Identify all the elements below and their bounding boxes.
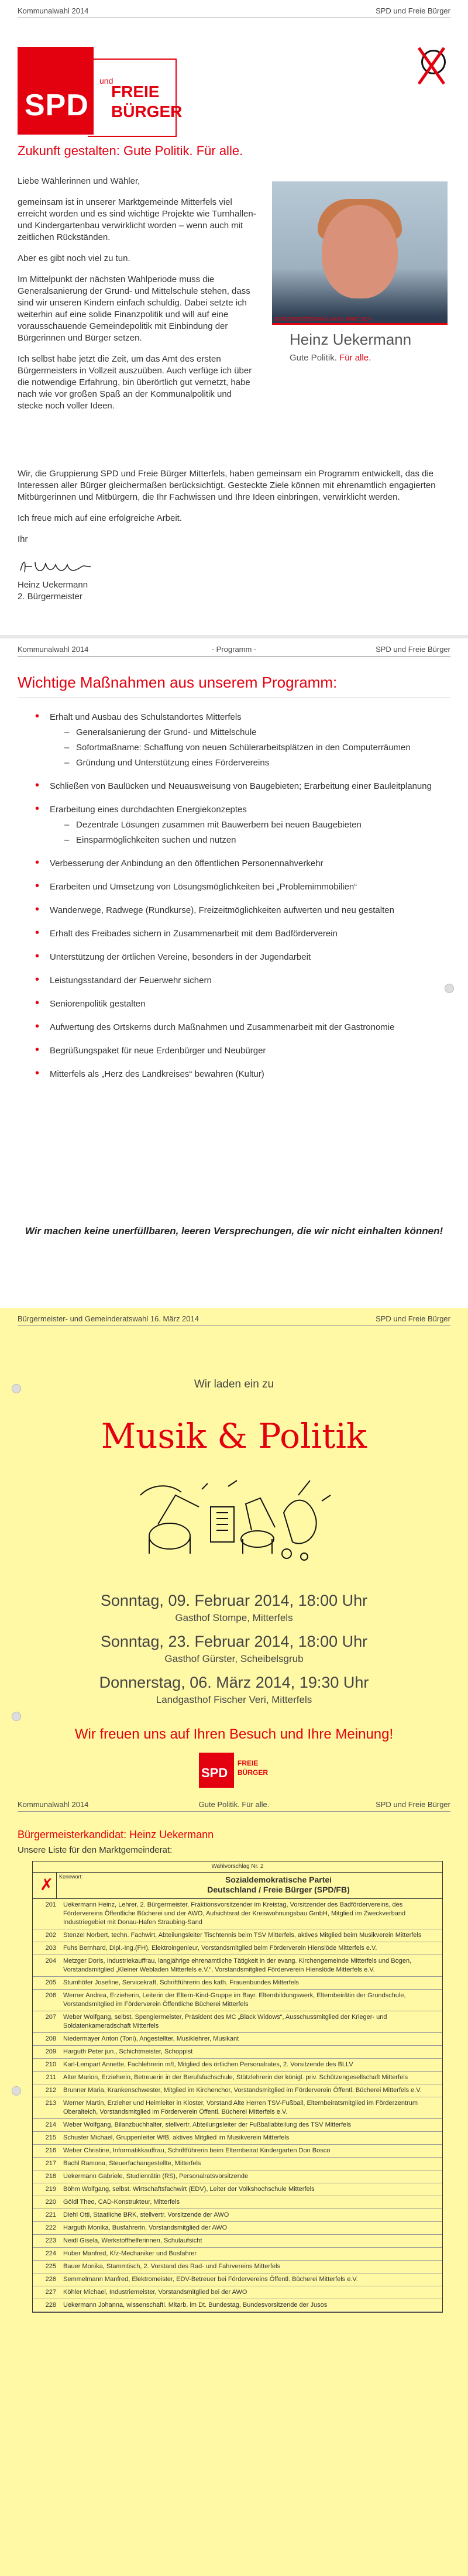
program-subitem: – Sofortmaßname: Schaffung von neuen Schülerarbeitsplätzen in den Computerräumen	[50, 742, 450, 754]
program-subitem: – Generalsanierung der Grund- und Mittelschule	[50, 727, 450, 739]
header-left: Bürgermeister- und Gemeinderatswahl 16. März 2014	[18, 1314, 199, 1323]
candidate-row	[33, 2196, 442, 2209]
candidate-title: Bürgermeisterkandidat: Heinz Uekermann	[18, 1829, 214, 1840]
music-instruments-icon	[135, 1472, 333, 1565]
candidate-row	[33, 1929, 442, 1942]
candidate-text: Stumhöfer Josefine, Servicekraft, Schriftführerin des kath. Frauenbundes Mitterfels	[63, 1979, 299, 1986]
header-right: SPD und Freie Bürger	[376, 1800, 450, 1809]
candidate-photo	[272, 181, 448, 375]
program-list	[35, 712, 450, 1092]
candidate-number: 204	[45, 1957, 56, 1964]
paragraph: Im Mittelpunkt der nächsten Wahlperiode muss die Generalsanierung der Grund- und Mittelschule stehen, dass sind wir unseren Kindern einfach schuldig. Dabei setzte ich weiterhin auf eine solide Finanzpolitik und will auf eine vorausschauende Gemeindepolitik mit Einbindung der Bürgerinnen und Bürger setzen.	[18, 274, 250, 343]
program-subitem: – Dezentrale Lösungen zusammen mit Bauwerbern bei neuen Baugebieten	[50, 819, 450, 831]
photo-name: Heinz Uekermann	[290, 331, 412, 348]
candidate-text: Huber Manfred, Kfz-Mechaniker und Busfahrer	[63, 2250, 197, 2257]
candidate-text: Köhler Michael, Industriemeister, Vorstandsmitglied bei der AWO	[63, 2289, 247, 2296]
program-item-text: • Erarbeitung eines durchdachten Energiekonzeptes	[50, 805, 247, 815]
candidate-text: Bachl Ramona, Steuerfachangestellte, Mitterfels	[63, 2160, 201, 2167]
candidate-text: Neidl Gisela, Werkstoffhelferinnen, Schulaufsicht	[63, 2237, 202, 2244]
program-item	[35, 712, 450, 769]
signature-block	[18, 579, 88, 603]
program-item	[35, 881, 450, 893]
program-item-text: • Verbesserung der Anbindung an den öffentlichen Personennahverkehr	[50, 858, 324, 868]
candidate-row	[33, 2059, 442, 2072]
program-item-text: • Leistungsstandard der Feuerwehr sichern	[50, 976, 212, 985]
invitation-footer: Wir freuen uns auf Ihren Besuch und Ihre Meinung!	[74, 1726, 394, 1742]
ballot-head: Wahlvorschlag Nr. 2	[33, 1861, 442, 1873]
candidate-number: 219	[45, 2186, 56, 2193]
program-item-text: • Erarbeiten und Umsetzung von Lösungsmöglichkeiten bei „Problemimmobilien“	[50, 882, 357, 892]
logo-buerger: BÜRGER	[238, 1768, 269, 1777]
program-item	[35, 905, 450, 916]
event-venue: Gasthof Stompe, Mitterfels	[175, 1612, 293, 1623]
paragraph: Ich selbst habe jetzt die Zeit, um das Amt des ersten Bürgermeisters in Vollzeit auszuüben. Auch verfüge ich über die notwendige Erfahrung, bin überörtlich gut vernetzt, habe nach wie vor großen Spaß an der Kommunalpolitik und stecke noch voller Ideen.	[18, 354, 252, 411]
program-title: Wichtige Maßnahmen aus unserem Programm:	[18, 674, 338, 691]
header-left: Kommunalwahl 2014	[18, 645, 89, 654]
page-header	[18, 6, 450, 18]
program-item	[35, 804, 450, 846]
candidate-text: Werner Andrea, Erzieherin, Leiterin der Eltern-Kind-Gruppe im Bayr. Elternbildungswerk, Elternbeirätin der Grundschule, Vorstandsmitglied im Förderverein Öffentliche Bücherei Mitterfels	[63, 1992, 406, 2008]
candidate-row	[33, 1955, 442, 1977]
candidate-text: Niedermayer Anton (Toni), Angestellter, Musiklehrer, Musikant	[63, 2035, 239, 2042]
candidate-text: Stenzel Norbert, techn. Fachwirt, Abteilungsleiter Tischtennis beim TSV Mitterfels, aktives Mitglied beim Musikverein Mitterfels	[63, 1932, 422, 1939]
candidate-row	[33, 2033, 442, 2046]
page-2-program	[0, 635, 468, 1311]
candidate-text: Weber Wolfgang, Bilanzbuchhalter, stellvertr. Abteilungsleiter der Fußballabteilung des TSV Mitterfels	[63, 2121, 352, 2128]
candidate-text: Uekermann Gabriele, Studienrätin (RS), Personalratsvorsitzende	[63, 2173, 249, 2180]
program-item	[35, 858, 450, 870]
candidate-number: 208	[45, 2035, 56, 2042]
page-header	[18, 1799, 450, 1812]
candidate-row	[33, 2097, 442, 2119]
photo-slogan: Gute Politik.	[290, 353, 337, 363]
candidate-row	[33, 1990, 442, 2011]
program-item	[35, 928, 450, 940]
kennwort-label: Kennwort:	[59, 1874, 83, 1880]
event-date: Donnerstag, 06. März 2014, 19:30 Uhr	[99, 1674, 369, 1691]
candidate-row	[33, 2084, 442, 2097]
paragraph: Wir, die Gruppierung SPD und Freie Bürger Mitterfels, haben gemeinsam ein Programm entwickelt, das die Interessen aller Bürger gleichermaßen berücksichtigt. Gesteckte Ziele können mit ehrenamtlich engagierten Mitbürgerinnen und Mitbürgern, die Ihr Fachwissen und Ihre Ideen einbringen, verwirklicht werden.	[18, 469, 436, 502]
candidate-number: 210	[45, 2061, 56, 2068]
candidate-row	[33, 2273, 442, 2286]
candidate-number: 225	[45, 2263, 56, 2270]
ballot-list	[32, 1861, 443, 2313]
candidate-text: Uekermann Johanna, wissenschaftl. Mitarb. im Dt. Bundestag, Bundesvorsitzende der Jusos	[63, 2302, 328, 2309]
punch-hole	[445, 984, 454, 993]
candidate-row	[33, 2158, 442, 2170]
candidate-number: 223	[45, 2237, 56, 2244]
header-center: Gute Politik. Für alle.	[198, 1800, 270, 1809]
candidate-number: 220	[45, 2199, 56, 2206]
candidate-text: Bauer Monika, Stammtisch, 2. Vorstand des Rad- und Fahrvereins Mitterfels	[63, 2263, 281, 2270]
signer-name: Heinz Uekermann	[18, 580, 88, 590]
logo-spd: SPD	[201, 1766, 228, 1780]
candidate-text: Schuster Michael, Gruppenleiter WfB, aktives Mitglied im Musikverein Mitterfels	[63, 2134, 290, 2141]
candidate-number: 216	[45, 2147, 56, 2154]
program-item-text: • Mitterfels als „Herz des Landkreises“ bewahren (Kultur)	[50, 1069, 264, 1079]
closing: Ihr	[18, 534, 28, 544]
program-item	[35, 975, 450, 987]
ballot-cross-icon: ✗	[40, 1876, 54, 1894]
candidate-row	[33, 2235, 442, 2248]
candidate-text: Fuhs Bernhard, Dipl.-Ing.(FH), Elektroingenieur, Vorstandsmitglied beim Förderverein Hienslöde Mitterfels e.V.	[63, 1945, 377, 1952]
candidate-text: Harguth Peter jun., Schichtmeister, Schoppist	[63, 2048, 193, 2055]
candidate-number: 228	[45, 2302, 56, 2309]
signer-role: 2. Bürgermeister	[18, 592, 82, 602]
program-item-text: • Seniorenpolitik gestalten	[50, 999, 146, 1009]
candidate-row	[33, 2119, 442, 2132]
program-item-text: • Aufwertung des Ortskerns durch Maßnahmen und Zusammenarbeit mit der Gastronomie	[50, 1022, 395, 1032]
candidate-number: 226	[45, 2276, 56, 2283]
logo-freie: FREIE	[111, 83, 160, 101]
candidate-row	[33, 2286, 442, 2299]
punch-hole	[12, 1712, 21, 1721]
signature-icon	[18, 556, 94, 576]
candidate-number: 212	[45, 2087, 56, 2094]
logo-freie: FREIE	[238, 1759, 259, 1767]
candidate-text: Göldl Theo, CAD-Konstrukteur, Mitterfels	[63, 2199, 180, 2206]
candidate-row	[33, 2183, 442, 2196]
candidate-row	[33, 2299, 442, 2312]
candidate-number: 221	[45, 2211, 56, 2218]
candidate-number: 207	[45, 2014, 56, 2021]
candidate-text: Werner Martin, Erzieher und Heimleiter in Kloster, Vorstand Alte Herren TSV-Fußball, Elternbeiratsmitglied im Förderzentrum Oberalteich, Vorstandsmitglied im Förderverein Öffentl. Bücherei Mitterfels e.V.	[63, 2100, 418, 2115]
photo-tiny-text: BÜRGERMEISTERWAHL AM 16. MÄRZ 2014	[275, 317, 371, 322]
candidate-text: Karl-Lempart Annette, Fachlehrerin m/t, Mitglied des örtlichen Personalrates, 2. Vorsitzende des BLLV	[63, 2061, 353, 2068]
paragraph: gemeinsam ist in unserer Marktgemeinde Mitterfels viel erreicht worden und es sind wichtige Projekte wie Turnhallen- und Kindergartenbau verwirklicht worden – wenn auch mit zeitlichen Rückständen.	[18, 197, 256, 242]
event-venue: Landgasthof Fischer Veri, Mitterfels	[156, 1694, 312, 1705]
paragraph: Liebe Wählerinnen und Wähler,	[18, 176, 140, 186]
candidate-text: Böhm Wolfgang, selbst. Wirtschaftsfachwirt (EDV), Leiter der Volkshochschule Mitterfels	[63, 2186, 315, 2193]
program-item	[35, 781, 450, 792]
program-item-text: • Erhalt des Freibades sichern in Zusammenarbeit mit dem Badförderverein	[50, 929, 338, 939]
logo-buerger: BÜRGER	[111, 102, 183, 121]
program-claim: Wir machen keine unerfüllbaren, leeren Versprechungen, die wir nicht einhalten können!	[25, 1225, 443, 1237]
candidate-row	[33, 2209, 442, 2222]
program-item	[35, 1022, 450, 1033]
page-header	[18, 644, 450, 657]
punch-hole	[12, 1384, 21, 1393]
page-3-invitation	[0, 1308, 468, 1794]
candidate-row	[33, 2248, 442, 2261]
candidate-number: 222	[45, 2224, 56, 2231]
candidate-number: 201	[45, 1901, 56, 1908]
candidate-text: Harguth Monika, Busfahrerin, Vorstandsmitglied der AWO	[63, 2224, 228, 2231]
program-item	[35, 1045, 450, 1057]
candidate-row	[33, 2011, 442, 2033]
photo-slogan-red: Für alle.	[339, 353, 371, 363]
paragraph: Ich freue mich auf eine erfolgreiche Arbeit.	[18, 513, 182, 523]
candidate-number: 224	[45, 2250, 56, 2257]
candidate-text: Weber Wolfgang, selbst. Spenglermeister, Präsident des MC „Black Widows“, Ausschussmitglied der Krieger- und Soldatenkameradschaft Mitterfels	[63, 2014, 387, 2029]
program-item-text: • Unterstützung der örtlichen Vereine, besonders in der Jugendarbeit	[50, 952, 311, 962]
candidate-number: 217	[45, 2160, 56, 2167]
header-right: SPD und Freie Bürger	[376, 1314, 450, 1323]
candidate-text: Weber Christine, Informatikkauffrau, Schriftführerin beim Elternbeirat Kindergarten Don Bosco	[63, 2147, 331, 2154]
candidate-text: Semmelmann Manfred, Elektromeister, EDV-Betreuer bei Fördervereins Öffentl. Bücherei Mitterfels e.V.	[63, 2276, 358, 2283]
candidate-text: Uekermann Heinz, Lehrer, 2. Bürgermeister, Fraktionsvorsitzender im Kreistag, Vorsitzender des Badfördervereins, des Fördervereins Öffentliche Bücherei und der AWO, Aufsichtsrat der Kreiswohnungsbau GmbH, Mitglied im Zweckverband Industriegebiet mit Donau-Hafen Straubing-Sand	[63, 1901, 406, 1926]
candidate-number: 211	[46, 2074, 56, 2081]
punch-hole	[12, 2086, 21, 2096]
spd-logo-small	[199, 1753, 269, 1788]
candidate-number: 214	[45, 2121, 56, 2128]
spd-freie-buerger-logo	[18, 47, 183, 135]
candidate-text: Brunner Maria, Krankenschwester, Mitglied im Kirchenchor, Vorstandsmitglied im Förderverein Öffentl. Bücherei Mitterfels e.V.	[63, 2087, 422, 2094]
candidate-row	[33, 1942, 442, 1955]
candidate-number: 209	[45, 2048, 56, 2055]
candidate-number: 206	[45, 1992, 56, 1999]
candidate-number: 213	[45, 2100, 56, 2107]
event-item	[0, 1633, 468, 1665]
header-right: SPD und Freie Bürger	[376, 6, 450, 15]
party-name-2: Deutschland / Freie Bürger (SPD/FB)	[207, 1885, 350, 1894]
event-date: Sonntag, 09. Februar 2014, 18:00 Uhr	[100, 1592, 368, 1609]
program-item-text: • Wanderwege, Radwege (Rundkurse), Freizeitmöglichkeiten aufwerten und neu gestalten	[50, 905, 394, 915]
candidate-text: Diehl Otti, Staatliche BRK, stellvertr. Vorsitzende der AWO	[63, 2211, 229, 2218]
logo-und: und	[99, 76, 113, 85]
candidate-rows	[33, 1899, 442, 2312]
invitation-title: Musik & Politik	[101, 1416, 367, 1456]
program-item-text: • Begrüßungspaket für neue Erdenbürger und Neubürger	[50, 1046, 266, 1056]
letter-body-wide	[18, 468, 450, 555]
candidate-row	[33, 1899, 442, 1929]
program-subitem: – Gründung und Unterstützung eines Fördervereins	[50, 757, 450, 769]
candidate-row	[33, 2132, 442, 2145]
page-1-letter	[0, 0, 468, 635]
candidate-number: 218	[45, 2173, 56, 2180]
slogan: Zukunft gestalten: Gute Politik. Für alle.	[18, 143, 243, 158]
candidate-number: 227	[45, 2289, 56, 2296]
candidate-row	[33, 1977, 442, 1990]
program-item-text: • Erhalt und Ausbau des Schulstandortes Mitterfels	[50, 712, 242, 722]
candidate-text: Alter Marion, Erzieherin, Betreuerin in der Berufsfachschule, Stützlehrerin der königl. priv. Schützengesellschaft Mitterfels	[63, 2074, 408, 2081]
candidate-row	[33, 2222, 442, 2235]
event-date: Sonntag, 23. Februar 2014, 18:00 Uhr	[100, 1633, 368, 1650]
candidate-text: Metzger Doris, Industriekauffrau, langjährige ehrenamtliche Tätigkeit in der evang. Kirchengemeinde Mitterfels und Bogen, Vorstandsmitglied „Kleiner Webladen Mitterfels e.V.“, Vorstandsmitglied Förderverein Hienslöde Mitterfels e.V.	[63, 1957, 412, 1973]
party-name: Sozialdemokratische Partei	[225, 1875, 332, 1884]
header-center: - Programm -	[211, 645, 257, 654]
event-venue: Gasthof Gürster, Scheibelsgrub	[164, 1653, 304, 1664]
candidate-subtitle: Unsere Liste für den Marktgemeinderat:	[18, 1845, 173, 1855]
candidate-row	[33, 2046, 442, 2059]
program-item	[35, 1069, 450, 1080]
paragraph: Aber es gibt noch viel zu tun.	[18, 253, 130, 263]
logo-spd: SPD	[25, 88, 89, 122]
program-item	[35, 998, 450, 1010]
ballot-cross-icon	[410, 44, 445, 85]
candidate-row	[33, 2145, 442, 2158]
header-left: Kommunalwahl 2014	[18, 1800, 89, 1809]
candidate-row	[33, 2170, 442, 2183]
candidate-number: 202	[45, 1932, 56, 1939]
candidate-row	[33, 2072, 442, 2084]
candidate-row	[33, 2261, 442, 2273]
letter-body	[18, 176, 257, 421]
program-item	[35, 952, 450, 963]
program-item-text: • Schließen von Baulücken und Neuausweisung von Baugebieten; Erarbeitung einer Bauleitplanung	[50, 781, 432, 791]
candidate-number: 215	[45, 2134, 56, 2141]
event-item	[0, 1674, 468, 1706]
program-subitem: – Einsparmöglichkeiten suchen und nutzen	[50, 834, 450, 846]
page-4-candidate-list	[0, 1794, 468, 2576]
candidate-number: 203	[45, 1945, 56, 1952]
candidate-number: 205	[45, 1979, 56, 1986]
header-left: Kommunalwahl 2014	[18, 6, 89, 15]
header-right: SPD und Freie Bürger	[376, 645, 450, 654]
page-header	[18, 1314, 450, 1326]
event-item	[0, 1592, 468, 1624]
invitation-intro: Wir laden ein zu	[194, 1378, 274, 1390]
